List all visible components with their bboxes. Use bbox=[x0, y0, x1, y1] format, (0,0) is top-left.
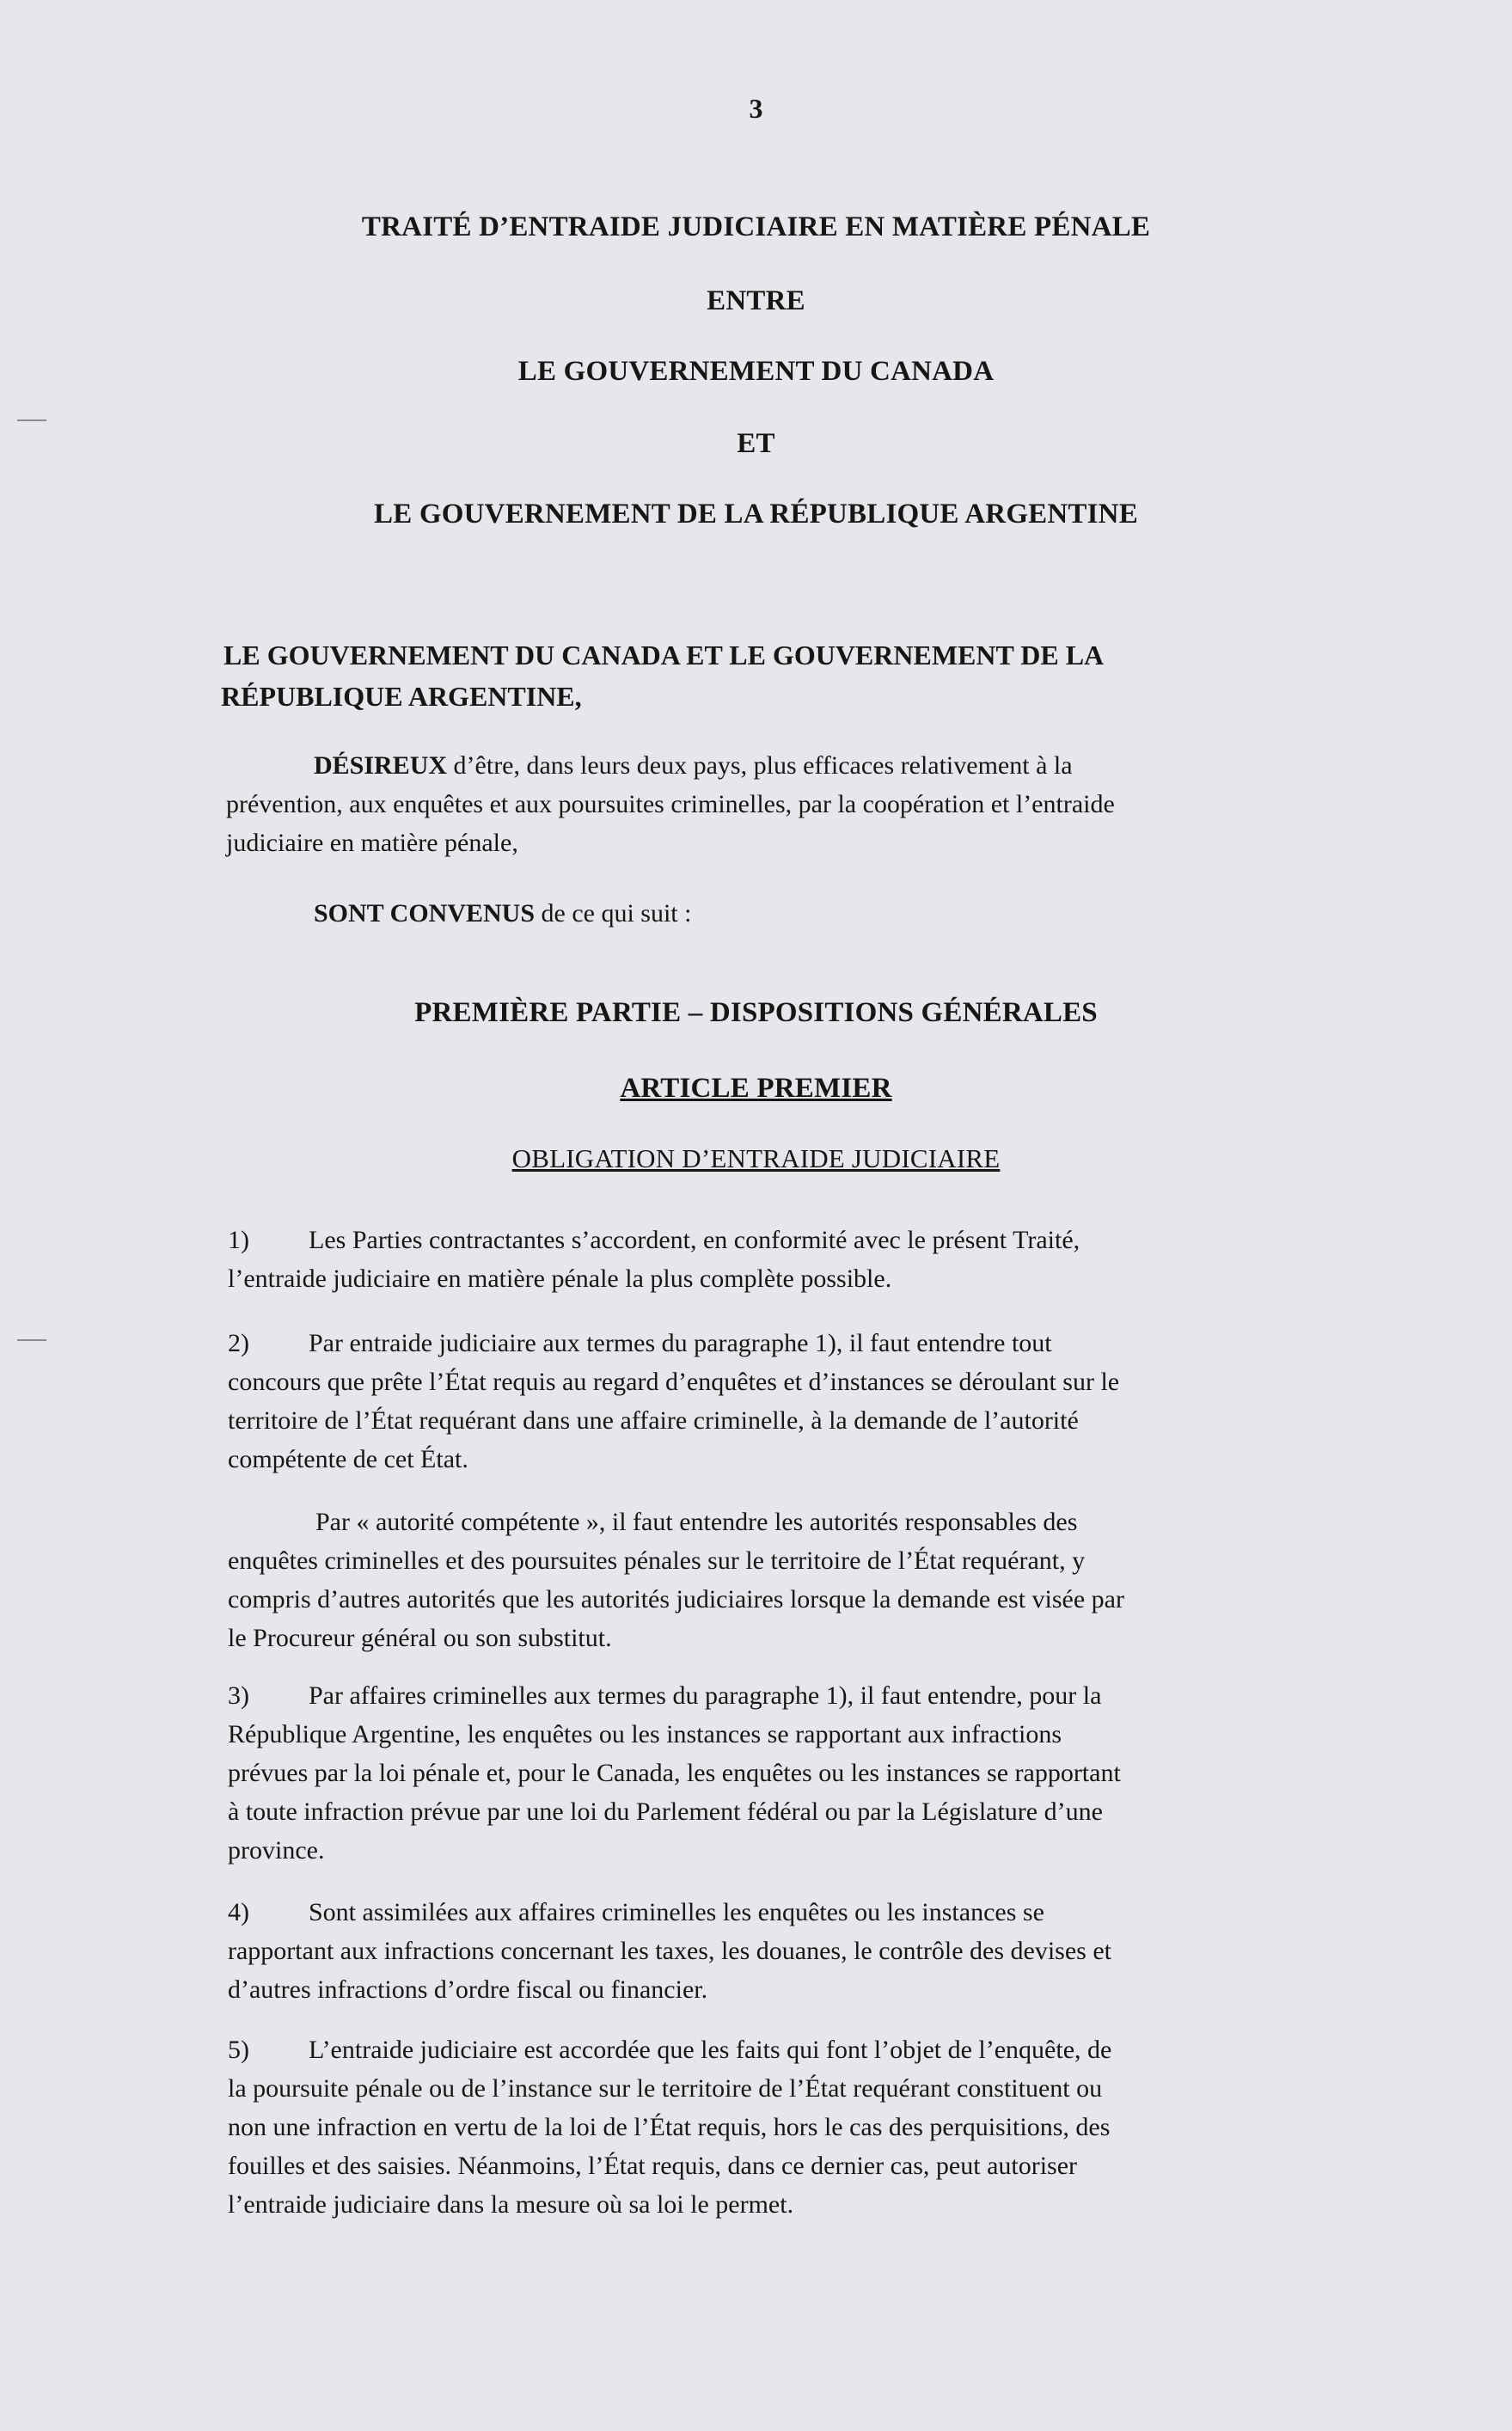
desireux-label: DÉSIREUX bbox=[314, 751, 448, 780]
title-et: ET bbox=[737, 428, 775, 459]
paragraph-1: 1) Les Parties contractantes s’accordent, en conformité avec le présent Traité, l’entraide judiciaire en matière pénale la plus complète possible. bbox=[228, 1221, 1080, 1298]
parties-line-2: RÉPUBLIQUE ARGENTINE, bbox=[221, 681, 582, 712]
treaty-title: TRAITÉ D’ENTRAIDE JUDICIAIRE EN MATIÈRE PÉNALE bbox=[361, 211, 1151, 242]
parties-line-1: LE GOUVERNEMENT DU CANADA ET LE GOUVERNEMENT DE LA bbox=[223, 640, 1105, 671]
article-title: OBLIGATION D’ENTRAIDE JUDICIAIRE bbox=[511, 1143, 1001, 1173]
paragraph-number: 4) bbox=[228, 1898, 249, 1926]
title-argentine: LE GOUVERNEMENT DE LA RÉPUBLIQUE ARGENTINE bbox=[374, 499, 1138, 530]
paragraph-5: 5) L’entraide judiciaire est accordée que les faits qui font l’objet de l’enquête, de la poursuite pénale ou de l’instance sur le territoire de l’État requérant constituent ou non une infraction en vertu de la loi de l’État requis, hors le cas des perquisitions, des fouilles et des saisies. Néanmoins, l’État requis, dans ce dernier cas, peut autoriser l’entraide judiciaire dans la mesure où sa loi le permet. bbox=[228, 2030, 1111, 2224]
preamble-desireux bbox=[226, 746, 1115, 862]
paragraph-2-competent-authority: Par « autorité compétente », il faut entendre les autorités responsables des enquêtes criminelles et des poursuites pénales sur le territoire de l’État requérant, y compris d’autres autorités que les autorités judiciaires lorsque la demande est visée par le Procureur général ou son substitut. bbox=[228, 1508, 1124, 1652]
paragraph-number: 3) bbox=[228, 1681, 249, 1710]
preamble-convenus bbox=[314, 894, 691, 933]
desireux-line-1: d’être, dans leurs deux pays, plus efficaces relativement à la bbox=[447, 751, 1073, 780]
margin-mark bbox=[17, 419, 46, 421]
paragraph-3: 3) Par affaires criminelles aux termes du paragraphe 1), il faut entendre, pour la République Argentine, les enquêtes ou les instances se rapportant aux infractions prévues par la loi pénale et, pour le Canada, les enquêtes ou les instances se rapportant à toute infraction prévue par une loi du Parlement fédéral ou par la Législature d’une province. bbox=[228, 1676, 1121, 1870]
desireux-line-2: prévention, aux enquêtes et aux poursuites criminelles, par la coopération et l’entraide bbox=[226, 790, 1115, 818]
convenus-text: de ce qui suit : bbox=[535, 899, 692, 928]
preamble-parties bbox=[223, 634, 1104, 717]
article-heading: ARTICLE PREMIER bbox=[620, 1073, 892, 1104]
paragraph-2: 2) Par entraide judiciaire aux termes du paragraphe 1), il faut entendre tout concours que prête l’État requis au regard d’enquêtes et d’instances se déroulant sur le territoire de l’État requérant dans une affaire criminelle, à la demande de l’autorité compétente de cet État. bbox=[228, 1324, 1119, 1479]
paragraph-number: 1) bbox=[228, 1226, 249, 1254]
part-heading: PREMIÈRE PARTIE – DISPOSITIONS GÉNÉRALES bbox=[414, 997, 1098, 1028]
margin-mark bbox=[17, 1339, 46, 1341]
paragraph-number: 5) bbox=[228, 2036, 249, 2064]
desireux-line-3: judiciaire en matière pénale, bbox=[226, 829, 518, 857]
paragraph-4: 4) Sont assimilées aux affaires criminelles les enquêtes ou les instances se rapportant aux infractions concernant les taxes, les douanes, le contrôle des devises et d’autres infractions d’ordre fiscal ou financier. bbox=[228, 1893, 1111, 2009]
title-entre: ENTRE bbox=[707, 285, 805, 316]
paragraph-number: 2) bbox=[228, 1329, 249, 1357]
title-canada: LE GOUVERNEMENT DU CANADA bbox=[517, 356, 995, 387]
convenus-label: SONT CONVENUS bbox=[314, 899, 536, 928]
page-number: 3 bbox=[749, 93, 763, 124]
